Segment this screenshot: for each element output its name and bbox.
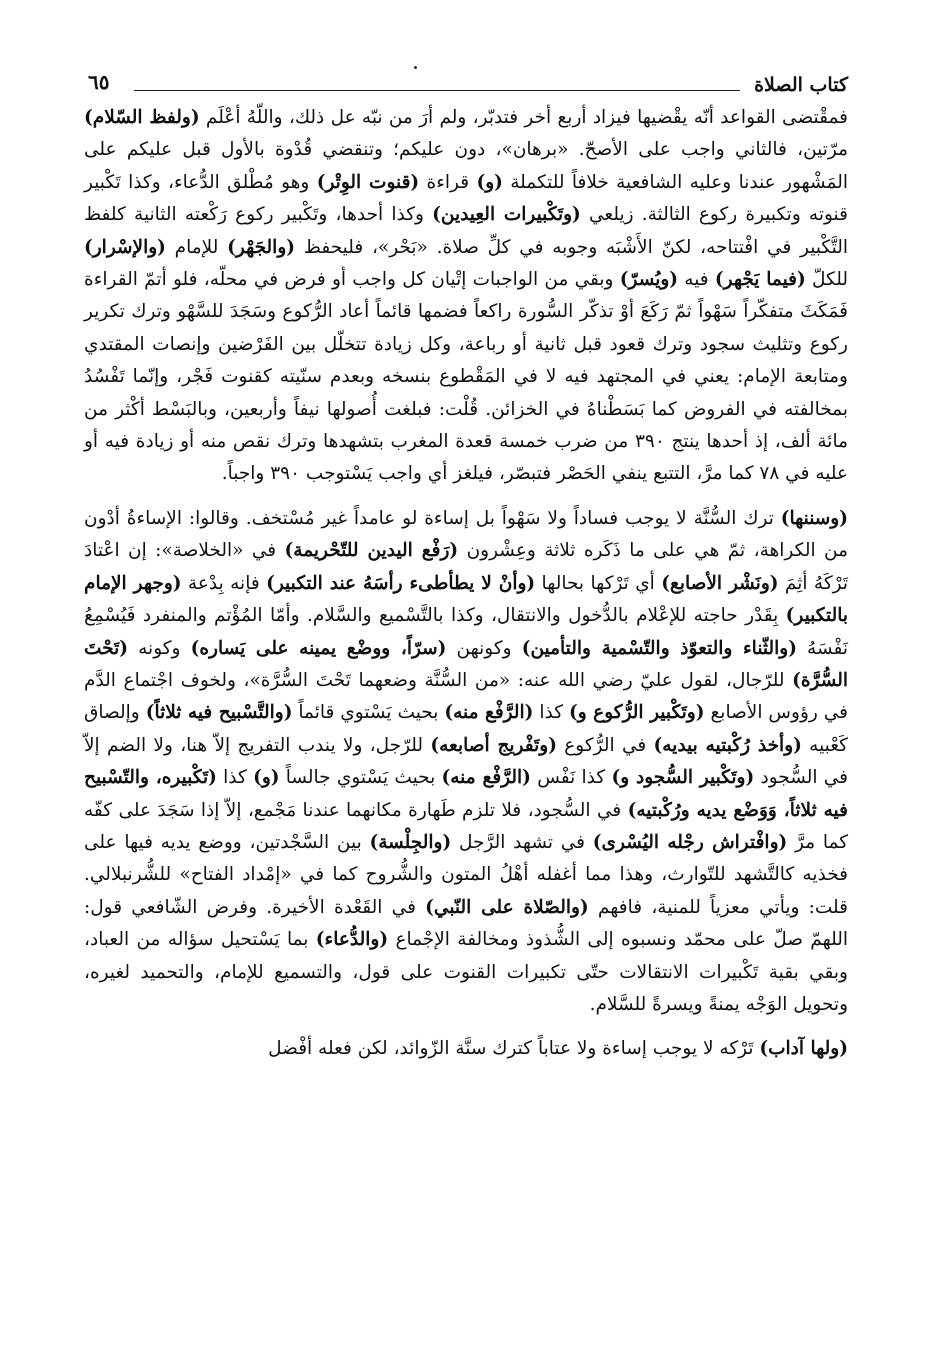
text-run: في «الخلاصة»: إن اعْتادَ تَرْكَهُ أثِمَ — [84, 540, 848, 594]
page-number: ٦٥ — [88, 70, 110, 94]
chapter-title: كتاب الصلاة — [754, 74, 848, 96]
bold-term: (وتَكْبيرات العِيدين) — [432, 204, 581, 226]
text-run: وكونهن — [446, 637, 522, 659]
bold-term: (وتَكْبير السُّجود و) — [611, 767, 755, 789]
text-run: أي تَرْكها بحالها — [535, 572, 662, 594]
text-run: للرّجال، لقول عليّ رضي الله عنه: «من السُّنَّة وضعهما تَحْتَ السُّرَّة»، ولخوف اجْتماع الدَّم في رؤوس الأصابع — [84, 669, 849, 724]
text-run: بحيث يَسْتوي جالساً — [279, 767, 442, 789]
bold-term: (تَكْبيره، والتّسْبيح فيه ثلاثاً، وَوَضْع يديه ورُكْبتيه) — [84, 767, 848, 821]
bold-term: (الرَّفْع منه) — [441, 767, 531, 789]
bold-term: (والثّناء والتعوّذ والتّسْمية والتأمين) — [521, 637, 797, 659]
bold-term: (والإسْرار) — [84, 236, 166, 258]
bold-term: (رَفْع اليدين للتّحْريمة) — [284, 540, 459, 562]
paragraph-adab — [84, 1033, 848, 1065]
bold-term: (سرّاً، ووضْع يمينه على يَساره) — [190, 637, 447, 659]
bold-term: (فيما يَجْهر) — [714, 269, 806, 291]
bold-term: (ونَشْر الأصابع) — [661, 572, 779, 594]
bold-term: (والجِلْسة) — [369, 831, 452, 853]
paragraph-wajibat — [84, 102, 848, 491]
text-run: مرّتين، فالثاني واجب على الأصحّ. «برهان»، دون عليكم؛ وتنقضي قُدْوة بالأول قبل عليكم على المَشْهور عندنا وعليه الشافعية خلافاً للتكملة — [84, 139, 849, 193]
body-text — [84, 102, 848, 1066]
bold-term: (ولفظ السّلام) — [84, 107, 200, 128]
text-run: وإلصاق كَعْبيه — [84, 702, 848, 756]
bold-term: (وأخذ رُكْبتيه بيديه) — [653, 734, 802, 756]
text-run: فإنه بِدْعة — [181, 572, 267, 594]
text-run: بما يَسْتحيل سؤاله من العباد، وبقي بقية تَكْبيرات الانتقالات حتّى تكبيرات القنوت على قول، والتسميع للإمام، والتحميد لغيره، وتحويل الوَجْه يمنةً ويسرةً للسَّلام. — [84, 929, 848, 1015]
bold-term: (وسننها) — [780, 507, 848, 529]
text-run: وهو مُطْلق الدُّعاء، وكذا تَكْبير قنوته وتكبيرة ركوع الثالثة. زيلعي — [84, 171, 848, 226]
paragraph-sunan — [84, 503, 848, 1022]
text-run: فمقْتضى القواعد أنّه يقْضيها فيزاد أربع أخر فتدبّر، ولم أرَ من نبّه عل ذلك، واللّهُ أعْلَم — [199, 107, 848, 128]
bold-term: (تَحْتَ السُّرَّة) — [84, 637, 848, 691]
bold-term: (ويُسرّ) — [619, 269, 679, 291]
bold-term: (وجهر الإمام بالتكبير) — [84, 572, 848, 627]
text-run: للرّجل، ولا يندب التفريج إلاّ هنا، ولا الضم إلاّ في السُّجود — [84, 734, 849, 789]
text-run: كذا — [216, 767, 254, 789]
text-run: ترك السُّنَّة لا يوجب فساداً ولا سَهْواً بل إساءة لو عامداً غير مُسْتخف. وقالوا: الإساءةُ أدْون من الكراهة، ثمّ هي على ما ذَكَره ثلاثة وعِشْرون — [84, 507, 849, 562]
bold-term: (الرَّفْع منه) — [444, 702, 534, 724]
bold-term: (و) — [253, 767, 280, 789]
text-run: في تشهد الرَّجل — [451, 831, 593, 853]
text-run: كذا نَفْس — [530, 767, 612, 789]
text-run: في السُّجود، فلا تلزم طَهارة مكانهما عندنا مَجْمع، إلاّ إذا سَجَدَ على كفّه كما مرَّ — [84, 799, 848, 853]
header-rule — [134, 90, 740, 91]
bold-term: (وتَفْريج أصابعه) — [430, 734, 557, 756]
bold-term: (والجَهْر) — [227, 236, 296, 258]
text-run: في القَعْدة الأخيرة. وفرض الشّافعي قول: اللهمّ صلّ على محمّد ونسبوه إلى الشُّذوذ ومخالفة الإجْماع — [84, 896, 849, 951]
bold-term: (قنوت الوِتْر) — [316, 171, 420, 193]
text-run: بحيث يَسْتوي قائماً — [292, 702, 445, 724]
bold-term: (والدُّعاء) — [315, 929, 389, 951]
text-run: وكونه — [128, 637, 191, 659]
print-speck — [414, 66, 417, 69]
bold-term: (والتَّسْبيح فيه ثلاثاً) — [145, 702, 293, 724]
text-run: للإمام — [165, 236, 228, 258]
text-run: وبقي من الواجبات إتْيان كل واجب أو فرض في محلّه، فلو أتمّ القراءة فَمَكَثَ متفكّراً سَهْواً ثمّ رَكَعَ أوْ تذكّر السُّورة راكعاً فضمها قائماً أعاد الرُّكوع وسَجَدَ للسَّهْو وترك تكرير ركوع وتثليث سجود وترك قعود قبل ثانية أو رباعة، وكل زيادة تتخلّل بين الفَرْضين وإنصات المقتدي ومتابعة الإمام: يعني في المجتهد فيه لا في المَقْطوع بنسخه وبعدم سنّيته كقنوت فَجْر، وإنّما تَفْسُدُ بمخالفته في الفروض كما بَسَطْناهُ في الخزائن. قُلْت: فبلغت أُصولها نيفاً وأربعين، وبالبَسْط أكْثر من مائة ألف، إذ أحدها ينتج ٣٩٠ من ضرب خمسة قعدة المغرب بتشهدها وترك نقص منه أو زيادة فيه أو عليه في ٧٨ كما مرَّ، التتبع ينفي الحَصْر فتبصّر، فيلغز أي واجب يَسْتوجب ٣٩٠ واجباً. — [84, 269, 848, 485]
bold-term: (والصّلاة على النّبي) — [425, 896, 589, 918]
text-run: وكذا أحدها، وتَكْبير ركوع رَكْعته الثانية كلفظ التَّكْبير في افْتتاحه، لكنّ الأَشْبَه وجوبه في كلِّ صلاة. «بَحْر»، فليحفظ — [84, 204, 848, 258]
text-run: فيه — [678, 269, 715, 291]
text-run: بين السَّجْدتين، ووضع يديه فيها على فخذيه كالتَّشهد للتّوارث، وهذا مما أغفله أهْلُ المتون والشُّروح كما في «إمْداد الفتاح» للشُّرنبلالي. قلت: ويأتي معزياً للمنية، فافهم — [84, 831, 849, 918]
bold-term: (وأنْ لا يطأطىء رأسَهُ عند التكبير) — [266, 572, 536, 594]
bold-term: (وتَكْبير الرُّكوع و) — [568, 702, 705, 724]
bold-term: (و) — [476, 171, 503, 193]
text-run: قراءة — [419, 171, 477, 193]
running-header — [84, 62, 848, 98]
text-run: تَرْكه لا يوجب إساءة ولا عتاباً كترك سنَّة الزّوائد، لكن فعله أفْضل — [268, 1038, 760, 1060]
text-run: للكلّ — [805, 269, 848, 291]
bold-term: (وافْتراش رجْله اليُسْرى) — [592, 831, 788, 853]
text-run: كذا — [533, 702, 569, 724]
text-run: بِقَدْر حاجته للإعْلام بالدُّخول والانتقال، وكذا بالتَّسْميع والسَّلام. وأمّا المُؤْتم والمنفرد فَيُسْمِعُ نَفْسَهُ — [84, 605, 848, 659]
text-run: في الرُّكوع — [556, 734, 654, 756]
bold-term: (ولها آداب) — [759, 1038, 848, 1060]
